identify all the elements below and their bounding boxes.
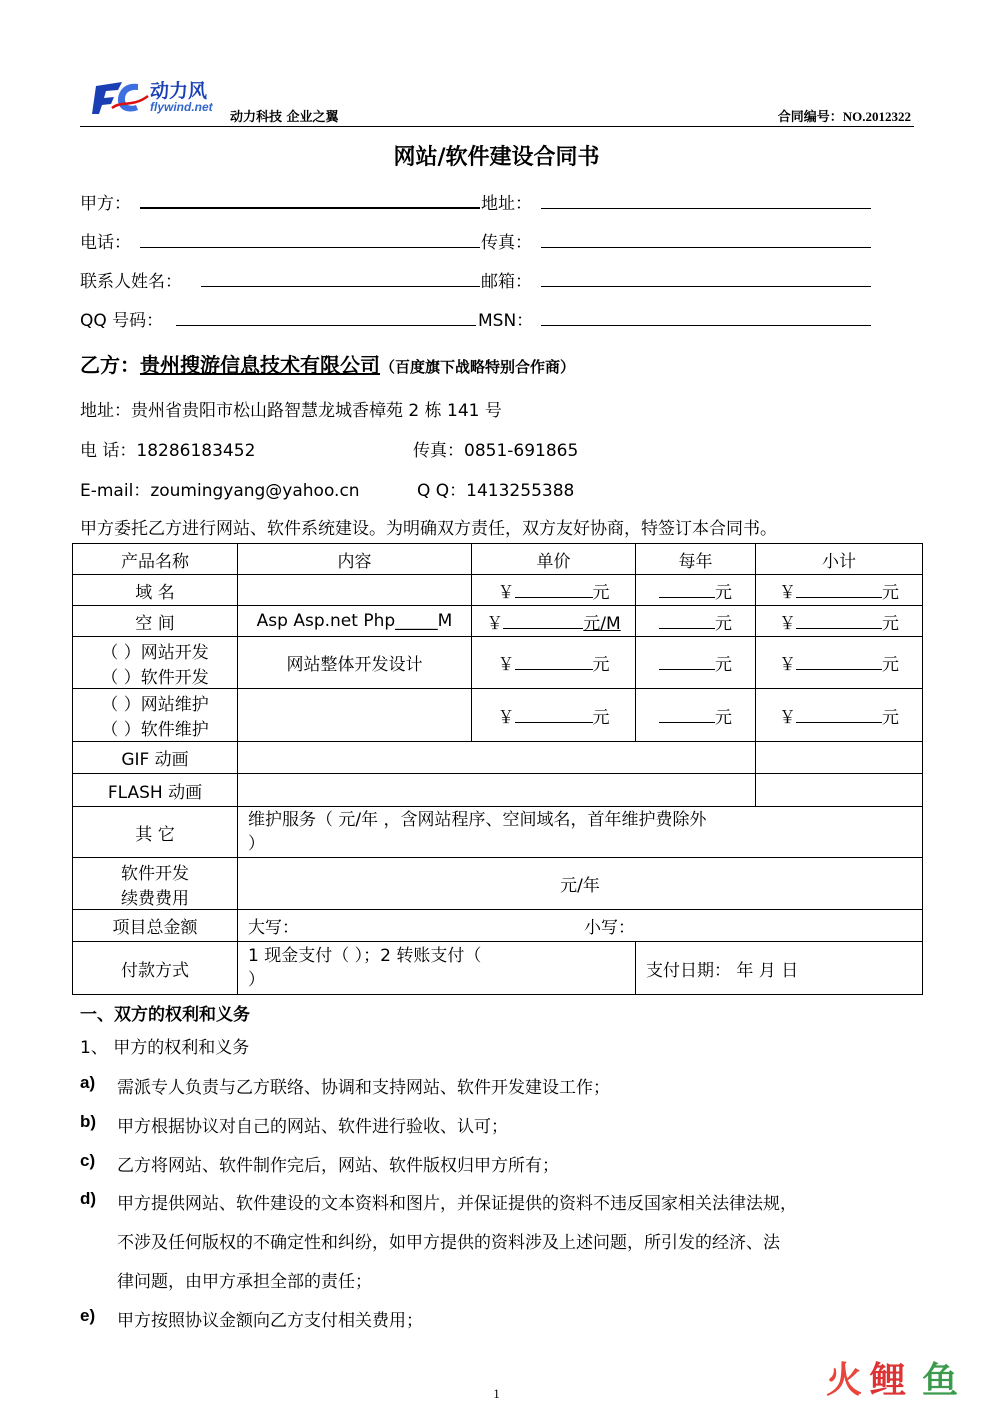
item-d-text: 甲方提供网站、软件建设的文本资料和图片，并保证提供的资料不违反国家相关法律法规， <box>117 1194 797 1214</box>
item-c-label: c) <box>80 1151 96 1170</box>
other-content[interactable]: 维护服务（ 元/年 ，含网站程序、空间域名，首年维护费除外 ） <box>238 807 923 858</box>
party-b-company-name: 贵州搜游信息技术有限公司 <box>140 353 380 377</box>
party-b-qq <box>417 476 574 501</box>
header-product: 产品名称 <box>73 544 238 575</box>
contract-number <box>778 106 911 125</box>
party-b-email-label: E-mail： <box>80 481 151 501</box>
table-row-payment <box>73 942 923 995</box>
svg-text:鱼: 鱼 <box>922 1360 959 1400</box>
party-a-fax-field[interactable] <box>541 247 871 248</box>
table-header-row <box>73 544 923 575</box>
party-b-email <box>80 476 360 501</box>
party-a-msn-label: MSN： <box>478 311 534 331</box>
flash-subtotal[interactable] <box>756 774 923 807</box>
party-b-note: （百度旗下战略特别合作商） <box>380 358 576 376</box>
domain-yearly[interactable]: 元 <box>636 575 756 606</box>
party-a-phone-label: 电话： <box>80 233 131 253</box>
party-b-email-value: zoumingyang@yahoo.cn <box>150 481 360 501</box>
party-b-fax-label: 传真： <box>413 441 464 461</box>
space-label: 空 间 <box>73 606 238 637</box>
item-d-text-2: 不涉及任何版权的不确定性和纠纷，如甲方提供的资料涉及上述问题，所引发的经济、法 <box>117 1233 780 1253</box>
watermark-logo <box>822 1354 982 1400</box>
svg-text:鲤: 鲤 <box>870 1360 907 1400</box>
party-a-qq-label: QQ 号码： <box>80 311 164 331</box>
company-slogan: 动力科技 企业之翼 <box>230 110 339 125</box>
item-b-text: 甲方根据协议对自己的网站、软件进行验收、认可； <box>117 1117 508 1137</box>
table-row-renewal <box>73 858 923 910</box>
party-a-contact-field[interactable] <box>201 286 480 287</box>
development-label: （ ）网站开发 （ ）软件开发 <box>73 637 238 689</box>
table-row-flash <box>73 774 923 807</box>
party-a-contact-label: 联系人姓名： <box>80 272 182 292</box>
flash-label: FLASH 动画 <box>73 774 238 807</box>
party-b-label: 乙方： <box>80 353 140 377</box>
item-c-text: 乙方将网站、软件制作完后，网站、软件版权归甲方所有； <box>117 1156 559 1176</box>
development-unit-price[interactable]: ￥ 元 <box>472 637 636 689</box>
total-upper: 大写： <box>248 918 299 938</box>
header-divider <box>80 126 914 127</box>
header-subtotal: 小计 <box>756 544 923 575</box>
pricing-table <box>72 543 923 995</box>
party-a-address-label: 地址： <box>481 194 532 214</box>
party-a-email-label: 邮箱： <box>481 272 532 292</box>
gif-label: GIF 动画 <box>73 742 238 774</box>
party-b-phone-label: 电 话： <box>80 441 137 461</box>
maintenance-label: （ ）网站维护 （ ）软件维护 <box>73 689 238 742</box>
table-row-space <box>73 606 923 637</box>
party-a-address-field[interactable] <box>541 208 871 209</box>
item-d-label: d) <box>80 1189 97 1208</box>
total-content[interactable] <box>238 910 923 942</box>
gif-subtotal[interactable] <box>756 742 923 774</box>
table-row-other <box>73 807 923 858</box>
domain-subtotal[interactable]: ￥ 元 <box>756 575 923 606</box>
party-b-address: 地址：贵州省贵阳市松山路智慧龙城香樟苑 2 栋 141 号 <box>80 401 502 421</box>
space-yearly[interactable]: 元 <box>636 606 756 637</box>
party-b-fax <box>413 436 578 461</box>
flash-content[interactable] <box>238 774 756 807</box>
domain-label: 域 名 <box>73 575 238 606</box>
payment-date[interactable]: 支付日期： 年 月 日 <box>636 942 923 995</box>
logo-en-text: flywind.net <box>150 100 213 114</box>
party-b-phone-value: 18286183452 <box>136 441 256 461</box>
item-a-text: 需派专人负责与乙方联络、协调和支持网站、软件开发建设工作； <box>117 1078 610 1098</box>
maintenance-yearly[interactable]: 元 <box>636 689 756 742</box>
party-a-name-label: 甲方： <box>80 194 131 214</box>
party-b-qq-label: Q Q： <box>417 481 467 501</box>
page-number: 1 <box>493 1386 500 1401</box>
contract-number-label: 合同编号： <box>777 110 843 125</box>
logo-cn-text: 动力风 <box>150 80 208 102</box>
table-row-gif <box>73 742 923 774</box>
domain-content[interactable] <box>238 575 472 606</box>
contract-intro: 甲方委托乙方进行网站、软件系统建设。为明确双方责任，双方友好协商，特签订本合同书。 <box>80 519 777 539</box>
party-a-fax-label: 传真： <box>481 233 532 253</box>
item-e-text: 甲方按照协议金额向乙方支付相关费用； <box>117 1311 423 1331</box>
renewal-content[interactable]: 元/年 <box>238 858 923 910</box>
party-b-qq-value: 1413255388 <box>466 481 575 501</box>
other-label: 其 它 <box>73 807 238 858</box>
space-unit-price[interactable]: ￥ 元/M <box>472 606 636 637</box>
domain-unit-price[interactable]: ￥ 元 <box>472 575 636 606</box>
development-subtotal[interactable]: ￥ 元 <box>756 637 923 689</box>
party-b-phone <box>80 436 255 461</box>
party-a-phone-field[interactable] <box>140 247 480 248</box>
party-b-fax-value: 0851-691865 <box>464 441 579 461</box>
party-a-qq-field[interactable] <box>176 325 476 326</box>
table-row-domain <box>73 575 923 606</box>
party-b-heading <box>80 349 575 378</box>
development-content: 网站整体开发设计 <box>238 637 472 689</box>
section-heading: 一、双方的权利和义务 <box>80 1005 250 1025</box>
maintenance-unit-price[interactable]: ￥ 元 <box>472 689 636 742</box>
header-content: 内容 <box>238 544 472 575</box>
item-d-text-3: 律问题，由甲方承担全部的责任； <box>117 1272 372 1292</box>
payment-label: 付款方式 <box>73 942 238 995</box>
document-title: 网站/软件建设合同书 <box>393 144 600 170</box>
space-content[interactable]: Asp Asp.net Php_____M <box>238 606 472 637</box>
party-a-msn-field[interactable] <box>541 325 871 326</box>
item-b-label: b) <box>80 1112 97 1131</box>
header-unit-price: 单价 <box>472 544 636 575</box>
total-lower: 小写： <box>584 918 635 938</box>
renewal-label: 软件开发 续费费用 <box>73 858 238 910</box>
svg-text:火: 火 <box>826 1360 863 1400</box>
table-row-development <box>73 637 923 689</box>
item-a-label: a) <box>80 1073 96 1092</box>
gif-content[interactable] <box>238 742 756 774</box>
company-logo <box>92 74 222 124</box>
maintenance-subtotal[interactable]: ￥ 元 <box>756 689 923 742</box>
table-row-maintenance <box>73 689 923 742</box>
payment-method[interactable]: 1 现金支付（ ）；2 转账支付（ ） <box>238 942 636 995</box>
total-label: 项目总金额 <box>73 910 238 942</box>
item-e-label: e) <box>80 1306 96 1325</box>
party-a-email-field[interactable] <box>541 286 871 287</box>
contract-number-value: NO.2012322 <box>842 109 911 124</box>
header-yearly: 每年 <box>636 544 756 575</box>
subsection-heading: 1、 甲方的权利和义务 <box>80 1038 250 1058</box>
maintenance-content[interactable] <box>238 689 472 742</box>
space-subtotal[interactable]: ￥ 元 <box>756 606 923 637</box>
table-row-total <box>73 910 923 942</box>
development-yearly[interactable]: 元 <box>636 637 756 689</box>
party-a-name-field[interactable] <box>140 207 480 209</box>
logo-icon <box>92 78 150 118</box>
